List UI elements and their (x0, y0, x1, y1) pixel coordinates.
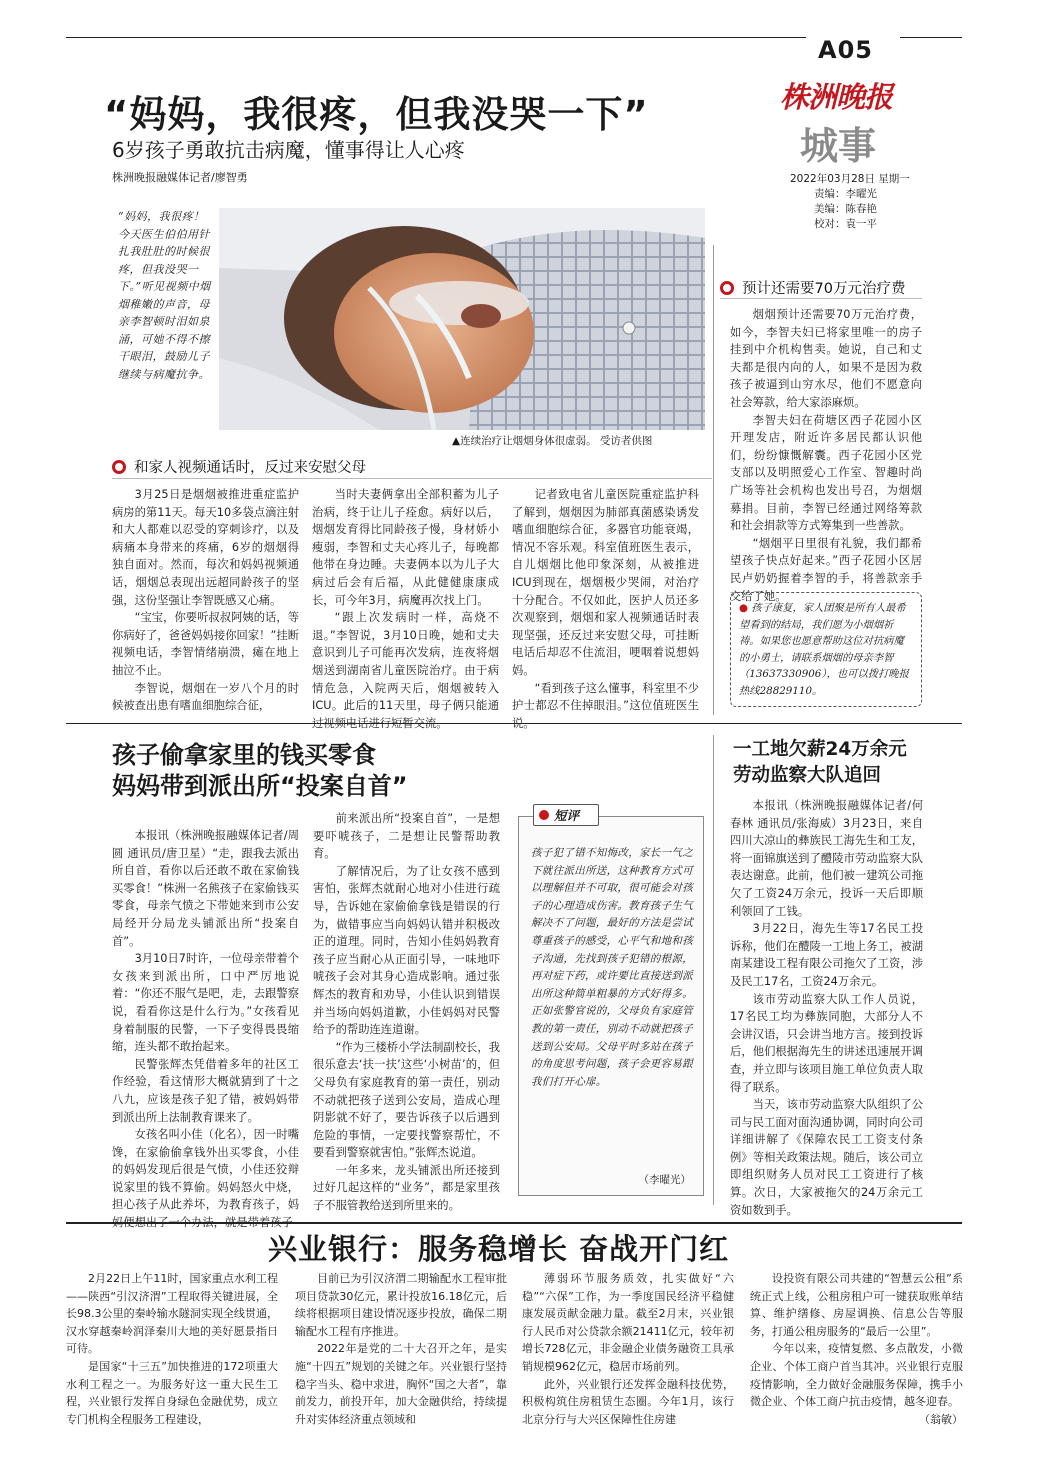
story1-column-1: 3月25日是烟烟被推进重症监护病房的第11天。每天10多袋点滴注射和大人都难以忍受的穿刺诊疗，以及病痛本身带来的疼痛，6岁的烟烟得独自面对。然而，每次和妈妈视频通话，烟烟总表现出远超同龄孩子的坚强，这份坚强让李智既感又心痛。 “宝宝，你要听叔叔阿姨的话，等你病好了，爸爸妈妈接你回家！”挂断视频电话，李智情绪崩溃，瘫在地上抽泣不止。 李智说，烟烟在一岁八个月的时候被查出患有嗜血细胞综合征， (112, 488, 299, 713)
story1-note-box (730, 592, 922, 707)
section-rule-2 (66, 1222, 962, 1224)
bullet-icon (720, 281, 734, 295)
section-name: 城事 (800, 123, 877, 168)
comment-badge-icon (539, 810, 549, 820)
ad-column-3: 薄弱环节服务质效，扎实做好“六稳”“六保”工作，为一季度国民经济平稳健康发展贡献金融力量。截至2月末，兴业银行人民币对公贷款余额21411亿元，较年初增长728亿元，非金融企业债务融资工具承销规模962亿元，稳居市场前列。 此外，兴业银行还发挥金融科技优势，积极构筑住房租赁生态圈。今年1月，该行北京分行与大兴区保障性住房建 (522, 1272, 734, 1426)
story1-pullquote: “妈妈，我很疼！今天医生伯伯用针扎我肚肚的时候很疼，但我没哭一下。”听见视频中烟烟稚嫩的声音，母亲李智顿时泪如泉涌，可她不得不擦干眼泪，鼓励儿子继续与病魔抗争。 (118, 210, 211, 381)
story1-column-3: 记者致电省儿童医院重症监护科了解到，烟烟因为肺部真菌感染诱发嗜血细胞综合征，多器官功能衰竭，情况不容乐观。科室值班医生表示，自儿烟烟比他印象深刻，从被推进ICU到现在，烟烟极少哭闹，对治疗十分配合。不仅如此，医护人员还多次观察到，烟烟和家人视频通话时表现坚强，还反过来安慰父母，可挂断电话后却忍不住流泪，哽咽着说想妈妈。 “看到孩子这么懂事，科室里不少护士都忍不住掉眼泪。”这位值班医生说。 (512, 488, 699, 730)
editor-credit: 责编：李曜光 (814, 188, 877, 200)
story1-subsection1-title: 和家人视频通话时，反过来安慰父母 (112, 456, 366, 477)
story2-headline-line1: 孩子偷拿家里的钱买零食 (112, 741, 376, 769)
story1-subsection2-title: 预计还需要70万元治疗费 (720, 277, 905, 298)
subsection1-rule (112, 478, 712, 479)
story1-byline: 株洲晚报融媒体记者/廖智勇 (112, 171, 248, 184)
story2-comment-text: 孩子犯了错不知悔改，家长一气之下就往派出所送，这种教育方式可以理解但并不可取，很可能会对孩子的心理造成伤害。教育孩子生气解决不了问题，最好的方法是尝试尊重孩子的感受，心平气和地和孩子沟通，先找到孩子犯错的根源，再对症下药，或许要比直接送到派出所这种简单粗暴的方式好得多。正如张警官说的，父母负有家庭管教的第一责任，别动不动就把孩子送到公安局。父母平时多站在孩子的角度思考问题，孩子会更容易跟我们打开心扉。 (531, 847, 693, 1088)
hospital-child-photo (219, 208, 705, 430)
story2-comment-label: 短评 (533, 804, 599, 826)
story2-comment-box (518, 816, 704, 1196)
proofreader-credit: 校对：袁一平 (814, 218, 877, 230)
story1-photo (219, 208, 705, 430)
designer-credit: 美编：陈春艳 (814, 203, 877, 215)
subsection2-rule (720, 298, 922, 299)
story2-column-divider (713, 735, 714, 1205)
top-rule-right (900, 37, 962, 38)
heart-bullet-icon: ● (739, 602, 748, 614)
page-number: A05 (818, 36, 873, 64)
story1-headline: “妈妈，我很疼，但我没哭一下” (104, 93, 649, 136)
top-rule (66, 37, 806, 38)
story2-comment-author: （李曜光） (638, 1174, 691, 1186)
story2-headline-line2: 妈妈带到派出所“投案自首” (112, 772, 408, 800)
story2-column-1: 本报讯（株洲晚报融媒体记者/周圆 通讯员/唐卫星）“走，跟我去派出所自首，看你以后还敢不敢在家偷钱买零食！”株洲一名熊孩子在家偷钱买零食，母亲气愤之下带她来到市公安局经开分局龙头铺派出所“投案自首”。 3月10日7时许，一位母亲带着个女孩来到派出所，口中严厉地说着：“你还不服气是吧，走，去跟警察说，看看你这是什么行为。”女孩看见身着制服的民警，一下子变得畏畏缩缩，连头都不敢抬起来。 民警张辉杰凭借着多年的社区工作经验，看这情形大概就猜到了十之八九，应该是孩子犯了错，被妈妈带到派出所上法制教育课来了。 女孩名叫小佳（化名），因一时嘴馋，在家偷偷拿钱外出买零食，小佳的妈妈发现后很是气愤，小佳还狡辩说家里的钱不算偷。妈妈怒火中烧，担心孩子从此养坏，为教育孩子，妈妈便想出了一个办法，就是带着孩子 (112, 829, 299, 1230)
section-rule-1 (66, 723, 962, 724)
ad-column-4: 设投资有限公司共建的“智慧云公租”系统正式上线，公租房租户可一键获取账单结算、维护缮修、房屋调换、信息公告等服务，打通公租房服务的“最后一公里”。 今年以来，疫情复燃、多点散发，小微企业、个体工商户首当其冲。兴业银行克服疫情影响，全力做好金融服务保障，携手小微企业、个体工商户抗击疫情，越冬迎春。 （翁敏） (750, 1272, 963, 1426)
story1-subhead: 6岁孩子勇敢抗击病魔，懂事得让人心疼 (112, 138, 465, 162)
ad-column-2: 目前已为引汉济渭二期输配水工程审批项目贷款30亿元，累计投放16.18亿元，后续将根据项目建设情况逐步投放，确保二期输配水工程有序推进。 2022年是党的二十大召开之年，是实施“十四五”规划的关键之年。兴业银行坚持稳字当头、稳中求进，胸怀“国之大者”，靠前发力，前投开年，加大金融供给，持续提升对实体经济重点领域和 (295, 1272, 507, 1426)
bullet-icon (112, 460, 126, 474)
story1-column-divider (713, 245, 714, 715)
story3-headline-line2: 劳动监察大队追回 (733, 765, 882, 786)
story1-note-text: ● 孩子康复，家人团聚是所有人最希望看到的结局，我们愿为小烟烟祈祷。如果您也愿意帮助这位对抗病魔的小勇士，请联系烟烟的母亲李智（13637330906），也可以拨打晚报热线28829110。 (739, 602, 909, 697)
issue-date: 2022年03月28日 星期一 (790, 173, 910, 185)
masthead-logo: 株洲晚报 (780, 80, 893, 114)
story1-photo-caption: ▲连续治疗让烟烟身体很虚弱。 受访者供图 (452, 435, 653, 447)
story1-column-4: 烟烟预计还需要70万元治疗费，如今，李智夫妇已将家里唯一的房子挂到中介机构售卖。她说，自己和丈夫都是很内向的人，如果不是因为救孩子被逼到山穷水尽，他们不愿意向社会筹款，给大家添麻烦。 李智夫妇在荷塘区西子花园小区开理发店，附近许多居民都认识他们，纷纷慷慨解囊。西子花园小区党支部以及明照爱心工作室、智趣时尚广场等社会机构也发出号召，为烟烟募捐。目前，李智已经通过网络筹款和社会捐款等方式筹集到一些善款。 “烟烟平日里很有礼貌，我们都希望孩子快点好起来。”西子花园小区居民卢奶奶握着李智的手，将善款亲手交给了她。 (730, 308, 922, 603)
story3-headline-line1: 一工地欠薪24万余元 (733, 739, 907, 760)
story3-column: 本报讯（株洲晚报融媒体记者/何春林 通讯员/张海威）3月23日，来自四川大凉山的彝族民工海先生和工友，将一面锦旗送到了醴陵市劳动监察大队表达谢意。此前，他们被一建筑公司拖欠了工资24万余元，投诉一天后即顺利领回了工钱。 3月22日，海先生等17名民工投诉称，他们在醴陵一工地上务工，被湖南某建设工程有限公司拖欠了工资，涉及民工17名，工资24万余元。 该市劳动监察大队工作人员说，17名民工均为彝族同胞，大部分人不会讲汉语，只会讲当地方言。接到投诉后，他们根据海先生的讲述迅速展开调查，并立即与该项目施工单位负责人取得了联系。 当天，该市劳动监察大队组织了公司与民工面对面沟通协调，同时向公司详细讲解了《保障农民工工资支付条例》等相关政策法规。随后，该公司立即组织财务人员对民工工资进行了核算。次日，大家被拖欠的24万余元工资如数到手。 (730, 799, 923, 1217)
ad-headline: 兴业银行：服务稳增长 奋战开门红 (268, 1232, 730, 1266)
ad-column-1: 2月22日上午11时，国家重点水利工程——陕西“引汉济渭”工程取得关键进展，全长98.3公里的秦岭输水隧洞实现全线贯通，汉水穿越秦岭润泽秦川大地的美好愿景指日可待。 是国家“十三五”加快推进的172项重大水利工程之一。为服务好这一重大民生工程，兴业银行发挥自身绿色金融优势，成立专门机构全程服务工程建设， (66, 1272, 278, 1426)
story2-column-2: 前来派出所“投案自首”，一是想要吓唬孩子，二是想让民警帮助教育。 了解情况后，为了让女孩不感到害怕，张辉杰就耐心地对小佳进行疏导，告诉她在家偷偷拿钱是错误的行为，做错事应当向妈妈认错并积极改正的道理。同时，告知小佳妈妈教育孩子应当耐心从正面引导，一味地吓唬孩子会对其身心造成影响。通过张辉杰的教育和劝导，小佳认识到错误并当场向妈妈道歉，小佳妈妈对民警给予的帮助连连道谢。 “作为三楼桥小学法制副校长，我很乐意去‘扶一扶’这些‘小树苗’的，但父母负有家庭教育的第一责任，别动不动就把孩子送到公安局，造成心理阴影就不好了，要告诉孩子以后遇到危险的事情，一定要找警察帮忙，不要看到警察就害怕。”张辉杰说道。 一年多来，龙头铺派出所还接到过好几起这样的“业务”，都是家里孩子不服管教给送到所里来的。 (313, 812, 500, 1213)
story1-column-2: 当时夫妻俩拿出全部积蓄为儿子治病，终于让儿子痊愈。病好以后，烟烟发育得比同龄孩子慢，身材娇小瘦弱，李智和丈夫心疼儿子，每晚都他带在身边睡。夫妻俩本以为儿子大病过后会有后福，从此健健康康成长，可今年3月，病魔再次找上门。 “跟上次发病时一样，高烧不退。”李智说，3月10日晚，她和丈夫意识到儿子可能再次发病，连夜将烟烟送到湖南省儿童医院治疗。由于病情危急，入院两天后，烟烟被转入ICU。此后的11天里，母子俩只能通过视频电话进行短暂交流。 (312, 488, 499, 730)
